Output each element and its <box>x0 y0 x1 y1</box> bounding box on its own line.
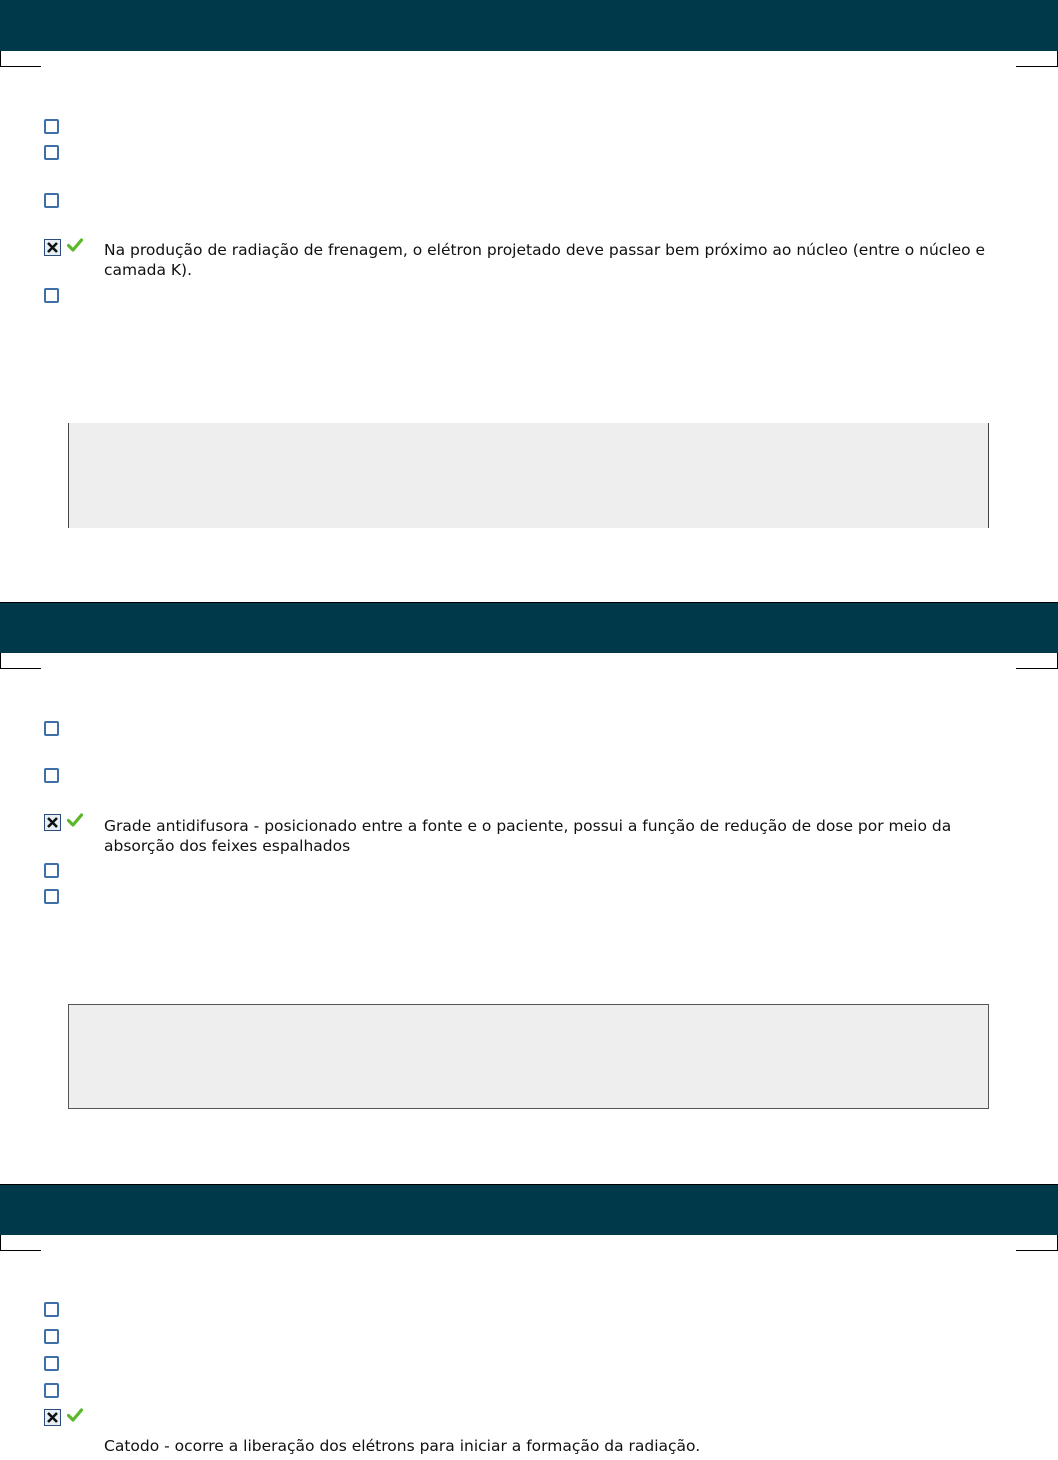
answer-checkbox[interactable] <box>44 1383 59 1398</box>
answer-checkbox[interactable] <box>44 193 59 208</box>
question-3-header <box>0 1184 1058 1235</box>
question-3-header-underline <box>0 1235 1058 1251</box>
answer-checkbox[interactable] <box>44 1329 59 1344</box>
selected-answer-text: Grade antidifusora - posicionado entre a fonte e o paciente, possui a função de redução de dose por meio da absorção dos feixes espalhados <box>104 817 952 855</box>
answer-checkbox[interactable] <box>44 768 59 783</box>
checkbox-x-icon <box>45 1410 60 1425</box>
selected-answer-text: Na produção de radiação de frenagem, o elétron projetado deve passar bem próximo ao núcleo (entre o núcleo e camada K). <box>104 241 986 279</box>
answer-checkbox[interactable] <box>44 889 59 904</box>
answer-checkbox[interactable] <box>44 721 59 736</box>
question-1-header <box>0 0 1058 51</box>
question-1-header-underline <box>0 51 1058 67</box>
answer-checkbox[interactable] <box>44 1356 59 1371</box>
question-2-header <box>0 602 1058 653</box>
answer-checkbox[interactable] <box>44 863 59 878</box>
answer-checkbox[interactable] <box>44 145 59 160</box>
green-check-icon <box>67 238 83 252</box>
green-check-icon <box>67 813 83 827</box>
question-2-header-underline <box>0 653 1058 669</box>
selected-answer-text: Catodo - ocorre a liberação dos elétrons para iniciar a formação da radiação. <box>104 1437 701 1455</box>
answer-checkbox-selected[interactable] <box>44 814 61 831</box>
checkbox-x-icon <box>45 240 60 255</box>
feedback-box <box>68 1004 989 1109</box>
answer-checkbox-selected[interactable] <box>44 1409 61 1426</box>
answer-checkbox[interactable] <box>44 1302 59 1317</box>
feedback-box <box>68 423 989 528</box>
checkbox-x-icon <box>45 815 60 830</box>
answer-checkbox[interactable] <box>44 288 59 303</box>
answer-checkbox-selected[interactable] <box>44 239 61 256</box>
green-check-icon <box>67 1408 83 1422</box>
answer-checkbox[interactable] <box>44 119 59 134</box>
